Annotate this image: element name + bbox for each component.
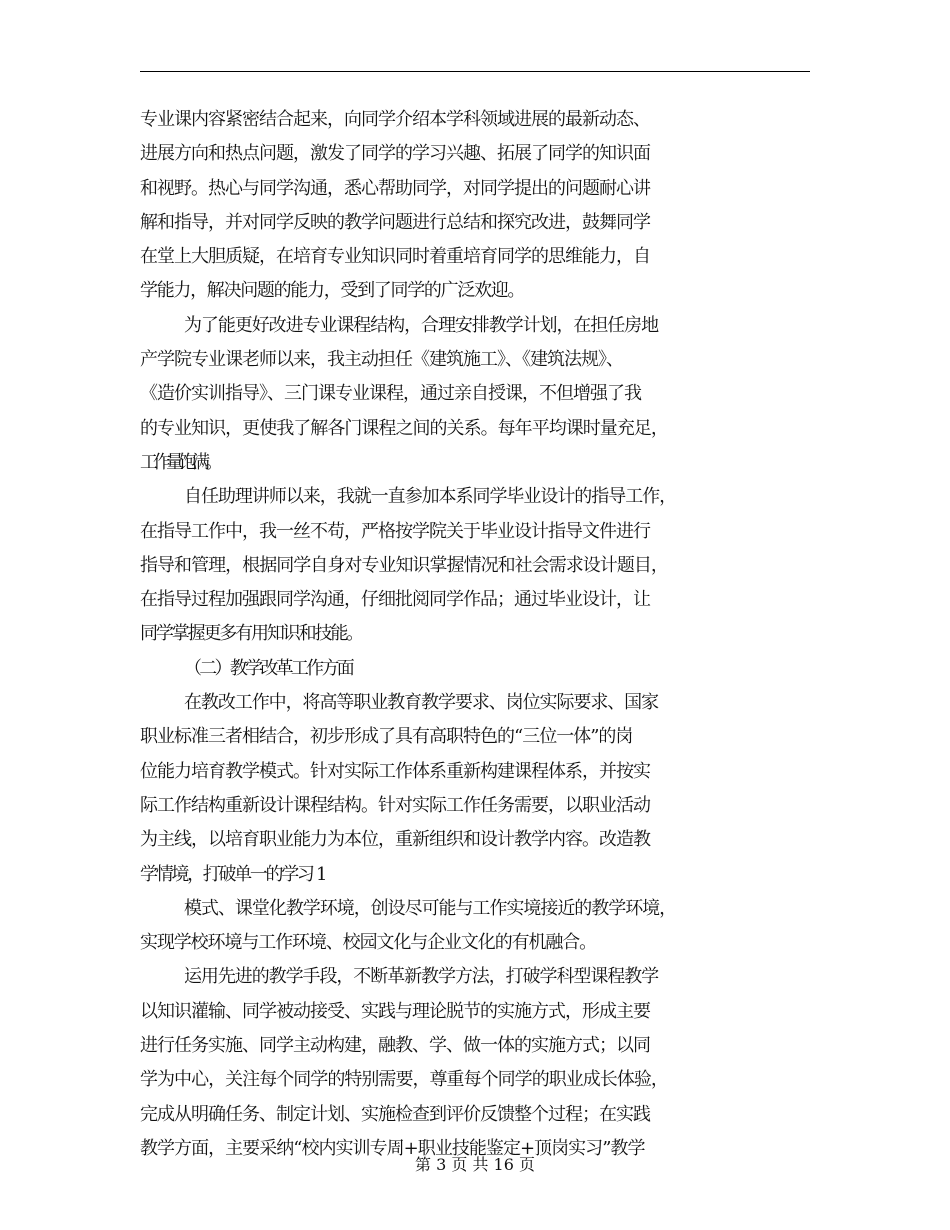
text-line: 《造价实训指导》、三门课专业课程，通过亲自授课，不但增强了我 [140,383,641,405]
text-line: 进展方向和热点问题，激发了同学的学习兴趣、拓展了同学的知识面 [140,143,650,165]
text-line: 模式、课堂化教学环境，创设尽可能与工作实境接近的教学环境， [184,897,677,919]
text-line: 学情境，打破单一的学习 1 [140,863,326,885]
text-line: 学为中心，关注每个同学的特别需要，尊重每个同学的职业成长体验， [140,1069,668,1091]
text-line: 完成从明确任务、制定计划、实施检查到评价反馈整个过程；在实践 [140,1103,650,1125]
text-line: 运用先进的教学手段，不断革新教学方法，打破学科型课程教学 [184,966,659,988]
text-line: 产学院专业课老师以来，我主动担任《建筑施工》、《建筑法规》、 [140,349,623,371]
text-line: 学能力，解决问题的能力，受到了同学的广泛欢迎。 [140,280,525,302]
text-line: 以知识灌输、同学被动接受、实践与理论脱节的实施方式，形成主要 [140,1000,650,1022]
text-line: 位能力培育教学模式。针对实际工作体系重新构建课程体系，并按实 [140,760,650,782]
text-line: 同学掌握更多有用知识和技能。 [140,623,363,645]
document-body [140,103,840,1166]
text-line: 为了能更好改进专业课程结构，合理安排教学计划，在担任房地 [184,314,659,336]
text-line: 教学方面，主要采纳“校内实训专周+职业技能鉴定+顶岗实习”教学 [140,1137,645,1159]
text-line: 自任助理讲师以来，我就一直参加本系同学毕业设计的指导工作， [184,486,677,508]
text-line: 为主线，以培育职业能力为本位，重新组织和设计教学内容。改造教 [140,829,650,851]
text-line: 职业标准三者相结合，初步形成了具有高职特色的“三位一体”的岗 [140,726,633,748]
text-line: 在指导过程加强跟同学沟通，仔细批阅同学作品；通过毕业设计，让 [140,589,650,611]
text-line: 在指导工作中，我一丝不苟，严格按学院关于毕业设计指导文件进行 [140,520,650,542]
text-line: 际工作结构重新设计课程结构。针对实际工作任务需要，以职业活动 [140,794,650,816]
header-rule [140,71,810,72]
text-line: 指导和管理，根据同学自身对专业知识掌握情况和社会需求设计题目， [140,554,668,576]
text-line: 工作量饱满。 [140,451,218,473]
text-line: 解和指导，并对同学反映的教学问题进行总结和探究改进，鼓舞同学 [140,211,650,233]
text-line: 和视野。热心与同学沟通，悉心帮助同学，对同学提出的问题耐心讲 [140,177,650,199]
text-line: 在教改工作中，将高等职业教育教学要求、岗位实际要求、国家 [184,692,659,714]
text-line: 实现学校环境与工作环境、校园文化与企业文化的有机融合。 [140,932,597,954]
text-line: 的专业知识，更使我了解各门课程之间的关系。每年平均课时量充足， [140,417,668,439]
text-line: 专业课内容紧密结合起来，向同学介绍本学科领域进展的最新动态、 [140,109,650,130]
text-line: 进行任务实施、同学主动构建，融教、学、做一体的实施方式；以同 [140,1035,650,1057]
text-line: （二）教学改革工作方面 [184,657,352,679]
page-footer: 第 3 页 共 16 页 [415,1155,535,1174]
text-line: 在堂上大胆质疑，在培育专业知识同时着重培育同学的思维能力，自 [140,246,650,268]
